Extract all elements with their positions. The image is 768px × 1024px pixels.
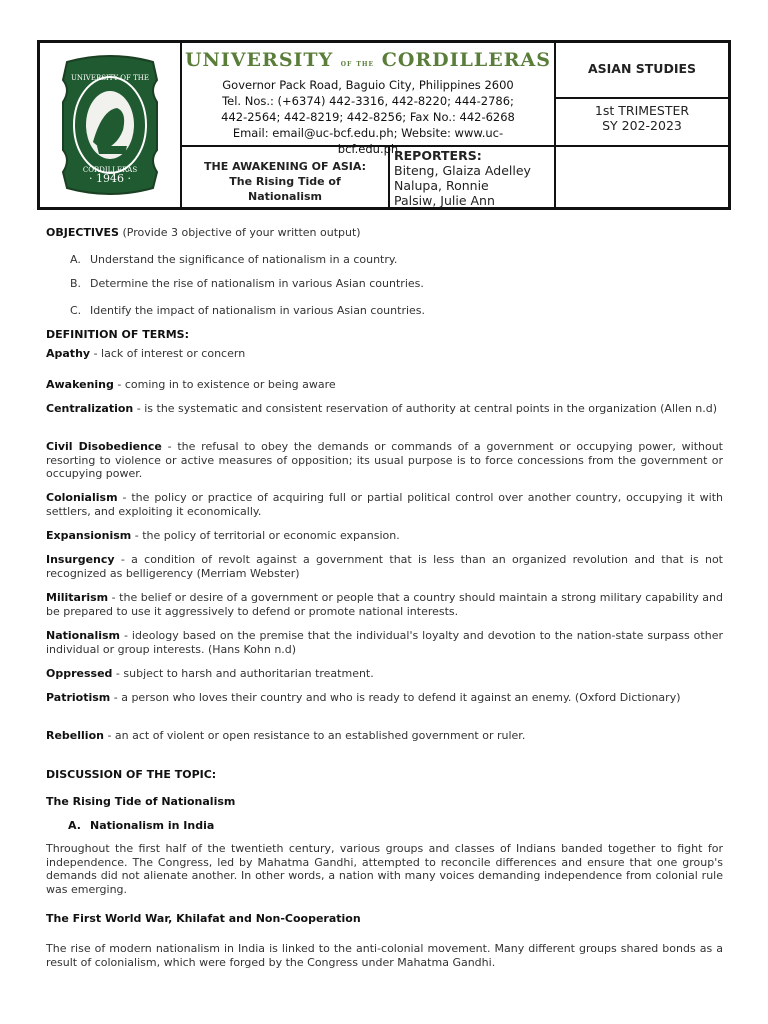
objectives-note: (Provide 3 objective of your written output) [122,226,361,239]
term-info [556,99,728,147]
objective-key: B. [70,277,82,290]
reporters-block [390,147,556,207]
definition-text: - a person who loves their country and who is ready to defend it against an enemy. (Oxford Dictionary) [110,691,681,704]
objectives-heading: OBJECTIVES [46,226,119,239]
topic-line: THE AWAKENING OF ASIA: [204,160,366,173]
university-name-part2: CORDILLERAS [381,49,551,71]
address-line: 442-2564; 442-8219; 442-8256; Fax No.: 442-6268 [221,110,515,124]
address-line: bcf.edu.ph [337,142,399,156]
objective-item [70,253,397,266]
definitions-heading: DEFINITION OF TERMS: [46,328,189,341]
definition-text: - coming in to existence or being aware [113,378,336,391]
discussion-heading: DISCUSSION OF THE TOPIC: [46,768,217,781]
definition-item [46,491,723,518]
definition-text: - lack of interest or concern [90,347,246,360]
empty-cell [556,147,728,207]
discussion-subheading: The Rising Tide of Nationalism [46,795,236,808]
objective-key: C. [70,304,82,317]
objectives-heading-line [46,226,723,239]
topic-title [182,147,390,207]
topic-line: The Rising Tide of [229,175,341,188]
definition-item [46,347,723,361]
definition-term: Awakening [46,378,114,391]
definition-text: - the refusal to obey the demands or commands of a government or occupying power, without resorting to violence or active measures of opposition; its usual purpose is to force concessions from the government or occupying power. [46,440,723,480]
definition-text: - the belief or desire of a government or people that a country should maintain a strong military capability and be prepared to use it aggressively to defend or promote national interests. [46,591,723,618]
university-name [182,49,554,71]
section-title: Nationalism in India [90,819,215,832]
definition-item [46,691,723,705]
topic-line: Nationalism [247,190,323,203]
discussion-paragraph: The rise of modern nationalism in India is linked to the anti-colonial movement. Many different groups shared bonds as a result of colonialism, which were forged by the Congress under Mahatma Gandhi. [46,942,723,969]
definition-term: Nationalism [46,629,121,642]
objective-text: Identify the impact of nationalism in various Asian countries. [90,304,426,317]
definition-item [46,591,723,618]
definition-text: - an act of violent or open resistance to an established government or ruler. [103,729,526,742]
reporter-name: Nalupa, Ronnie [394,178,489,193]
reporters-label: REPORTERS: [394,148,482,163]
definition-item [46,553,723,580]
university-name-part1: UNIVERSITY [184,49,334,71]
address-line: Email: email@uc-bcf.edu.ph; Website: www.uc- [232,126,504,140]
discussion-paragraph: Throughout the first half of the twentieth century, various groups and classes of Indians banded together to fight for independence. The Congress, led by Mahatma Gandhi, attempted to reconcile differences and ensure that one group's demands did not alienate another. In other words, a nation with many voices demanding independence from colonial rule was emerging. [46,842,723,896]
definition-item [46,402,723,416]
reporter-name: Biteng, Glaiza Adelley [394,163,531,178]
svg-text:CORDILLERAS: CORDILLERAS [82,166,138,174]
definition-item [46,529,723,543]
objective-text: Determine the rise of nationalism in various Asian countries. [90,277,424,290]
document-header [37,40,731,210]
school-year: SY 202-2023 [602,118,682,133]
objective-item [70,304,425,317]
university-seal [40,43,182,207]
subject-title: ASIAN STUDIES [556,43,728,99]
definition-item [46,729,723,743]
address-line: Tel. Nos.: (+6374) 442-3316, 442-8220; 444-2786; [222,94,514,108]
reporter-name: Palsiw, Julie Ann [394,193,495,208]
contact-info [182,77,554,157]
definition-item [46,378,723,392]
definition-term: Rebellion [46,729,104,742]
address-line: Governor Pack Road, Baguio City, Philippines 2600 [222,78,514,92]
university-name-of-the: of the [340,59,375,69]
definition-term: Expansionism [46,529,132,542]
objective-key: A. [70,253,81,266]
section-heading [68,819,745,832]
definition-text: - the policy or practice of acquiring full or partial political control over another country, occupying it with settlers, and exploiting it economically. [46,491,723,518]
discussion-subheading: The First World War, Khilafat and Non-Cooperation [46,912,361,925]
definition-term: Civil Disobedience [46,440,162,453]
definition-item [46,667,723,681]
definition-text: - subject to harsh and authoritarian treatment. [112,667,374,680]
definition-text: - a condition of revolt against a government that is less than an organized revolution and that is not recognized as belligerency (Merriam Webster) [46,553,723,580]
definition-text: - the policy of territorial or economic expansion. [131,529,400,542]
definition-term: Centralization [46,402,134,415]
definition-term: Insurgency [46,553,115,566]
definition-term: Colonialism [46,491,118,504]
section-key: A. [68,819,81,832]
definition-term: Militarism [46,591,109,604]
definition-item [46,440,723,481]
objective-item [70,277,424,290]
svg-text:· 1946 ·: · 1946 · [89,172,131,185]
definition-term: Apathy [46,347,91,360]
definition-text: - is the systematic and consistent reservation of authority at central points in the organization (Allen n.d) [133,402,718,415]
definition-text: - ideology based on the premise that the individual's loyalty and devotion to the nation-state surpass other individual or group interests. (Hans Kohn n.d) [46,629,723,656]
svg-text:UNIVERSITY OF THE: UNIVERSITY OF THE [70,74,150,82]
definition-term: Oppressed [46,667,113,680]
term-label: 1st TRIMESTER [594,103,690,118]
objective-text: Understand the significance of nationalism in a country. [90,253,398,266]
seal-logo-icon [57,50,163,200]
definition-term: Patriotism [46,691,111,704]
definition-item [46,629,723,656]
